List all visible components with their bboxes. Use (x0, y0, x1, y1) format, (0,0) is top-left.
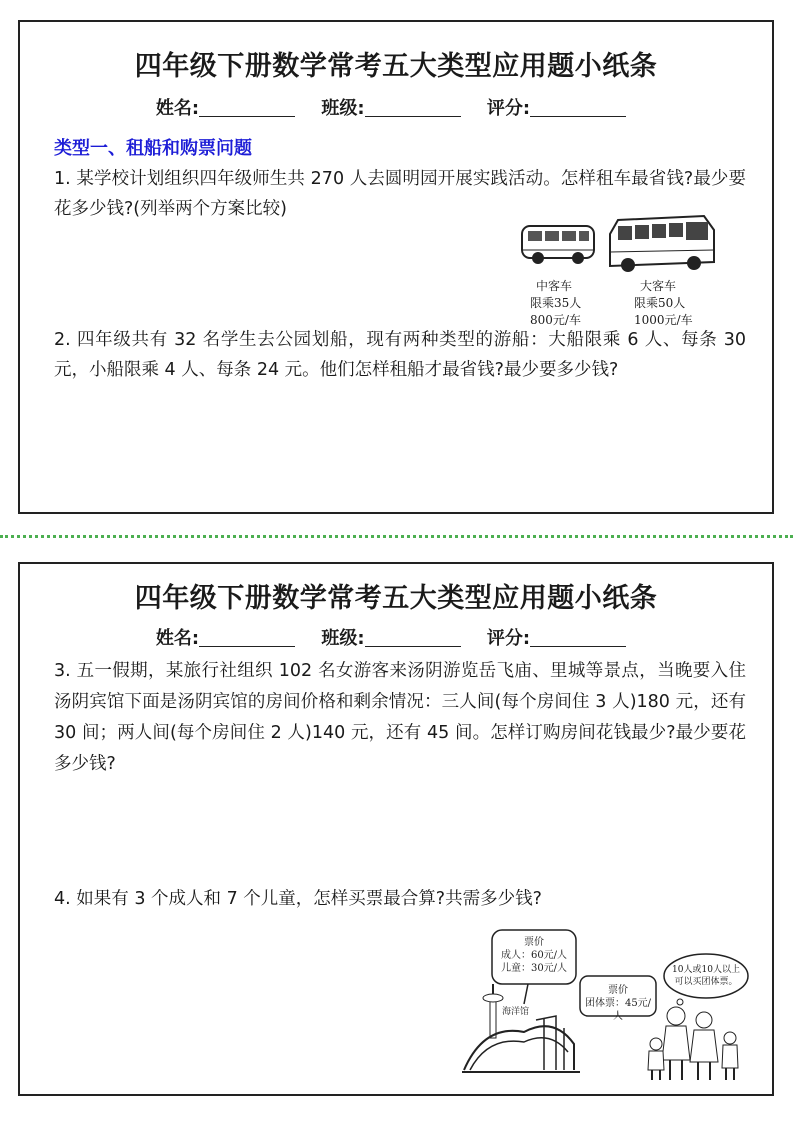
score-blank[interactable] (530, 98, 626, 117)
score-blank[interactable] (530, 628, 626, 647)
large-bus-info (634, 278, 693, 329)
dotted-divider (0, 535, 793, 538)
medium-bus-limit: 限乘35人 (530, 296, 582, 310)
name-label: 姓名: (155, 628, 200, 649)
worksheet-card-2 (18, 562, 774, 1096)
large-bus-price: 1000元/车 (634, 313, 693, 327)
class-label: 班级: (321, 628, 365, 649)
bubble-line-1: 10人或10人以上 (672, 965, 740, 975)
student-info-row (20, 624, 772, 650)
bus-illustration (518, 208, 718, 338)
question-1: 1. 某学校计划组织四年级师生共 270 人去圆明园开展实践活动。怎样租车最省钱?最少要花多少钱?(列举两个方案比较) (54, 169, 746, 219)
name-blank[interactable] (199, 628, 295, 647)
name-blank[interactable] (199, 98, 295, 117)
bubble-line-2: 可以买团体票。 (674, 977, 738, 987)
class-blank[interactable] (365, 628, 461, 647)
score-label: 评分: (486, 98, 531, 119)
ticket-illustration (444, 920, 754, 1090)
bus-icon (518, 208, 718, 278)
medium-bus-price: 800元/车 (530, 313, 581, 327)
large-bus-limit: 限乘50人 (634, 296, 686, 310)
question-2: 2. 四年级共有 32 名学生去公园划船，现有两种类型的游船：大船限乘 6 人、每条 30 元，小船限乘 4 人、每条 24 元。他们怎样租船才最省钱?最少要多少钱? (54, 330, 746, 380)
price-board-1-title: 票价 (524, 937, 544, 948)
class-blank[interactable] (365, 98, 461, 117)
price-board-1 (498, 936, 570, 975)
price-board-2-title: 票价 (608, 985, 628, 996)
question-3: 3. 五一假期，某旅行社组织 102 名女游客来汤阴游览岳飞庙、里城等景点，当晚要入住汤阴宾馆下面是汤阴宾馆的房间价格和剩余情况：三人间(每个房间住 3 人)180 元，还有 30 间；两人间(每个房间住 2 人)140 元，还有 45 间。怎样订购房间花钱最少?最少要花多少钱? (54, 661, 746, 774)
worksheet-card-1 (18, 20, 774, 514)
large-bus-name: 大客车 (640, 279, 677, 293)
name-label: 姓名: (155, 98, 200, 119)
student-info-row (20, 94, 772, 120)
medium-bus-info (530, 278, 581, 329)
worksheet-title: 四年级下册数学常考五大类型应用题小纸条 (134, 583, 658, 614)
question-4: 4. 如果有 3 个成人和 7 个儿童，怎样买票最合算?共需多少钱? (54, 889, 542, 909)
child-price: 儿童：30元/人 (500, 963, 568, 974)
price-board-2 (582, 984, 654, 1023)
worksheet-title: 四年级下册数学常考五大类型应用题小纸条 (134, 51, 658, 82)
aquarium-sign: 海洋馆 (502, 1007, 530, 1017)
class-label: 班级: (321, 98, 365, 119)
section-heading: 类型一、租船和购票问题 (54, 138, 252, 159)
group-price: 团体票：45元/人 (584, 998, 652, 1022)
medium-bus-name: 中客车 (536, 279, 573, 293)
adult-price: 成人：60元/人 (500, 950, 568, 961)
score-label: 评分: (486, 628, 531, 649)
speech-bubble (666, 964, 746, 988)
